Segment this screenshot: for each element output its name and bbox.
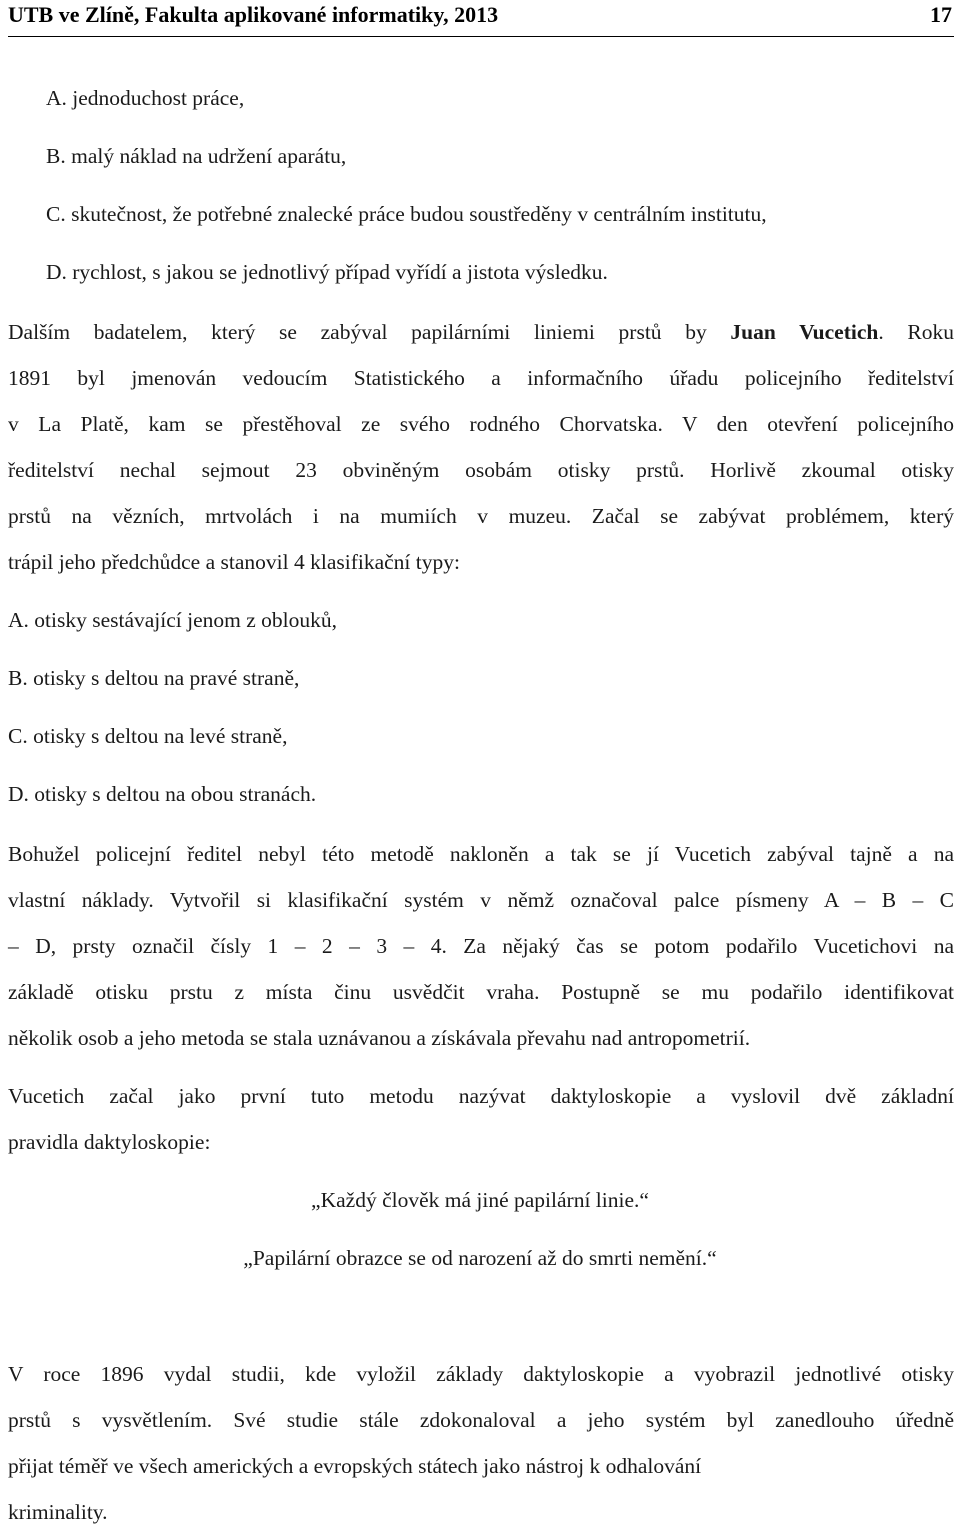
paragraph-line: V roce 1896 vydal studii, kde vyložil základy daktyloskopie a vyobrazil jednotlivé otisky (8, 1362, 954, 1386)
paragraph-line: pravidla daktyloskopie: (8, 1130, 211, 1154)
list-item: B. otisky s deltou na pravé straně, (8, 666, 300, 690)
quote-line: „Každý člověk má jiné papilární linie.“ (311, 1188, 649, 1212)
paragraph-text: Dalším badatelem, který se zabýval papilárními liniemi prstů by (8, 320, 731, 344)
paragraph-line: – D, prsty označil čísly 1 – 2 – 3 – 4. Za nějaký čas se potom podařilo Vucetichovi na (8, 934, 954, 958)
paragraph-line: vlastní náklady. Vytvořil si klasifikační systém v němž označoval palce písmeny A – B – C (8, 888, 954, 912)
list-item: B. malý náklad na udržení aparátu, (46, 144, 347, 168)
paragraph-line: několik osob a jeho metoda se stala uznávanou a získávala převahu nad antropometrií. (8, 1026, 751, 1050)
paragraph-line: trápil jeho předchůdce a stanovil 4 klasifikační typy: (8, 550, 460, 574)
paragraph-line: 1891 byl jmenován vedoucím Statistického a informačního úřadu policejního ředitelství (8, 366, 954, 390)
list-item: D. otisky s deltou na obou stranách. (8, 782, 317, 806)
paragraph-line: prstů s vysvětlením. Své studie stále zdokonaloval a jeho systém byl zanedlouho úředně (8, 1408, 954, 1432)
list-item: A. jednoduchost práce, (46, 86, 245, 110)
person-name: Juan Vucetich (730, 320, 879, 344)
list-item: C. otisky s deltou na levé straně, (8, 724, 288, 748)
paragraph-line: prstů na vězních, mrtvolách i na mumiích v muzeu. Začal se zabývat problémem, který (8, 504, 954, 528)
header-title: UTB ve Zlíně, Fakulta aplikované informatiky, 2013 (8, 2, 499, 27)
list-item: D. rychlost, s jakou se jednotlivý případ vyřídí a jistota výsledku. (46, 260, 608, 284)
paragraph-line: přijat téměř ve všech amerických a evropských státech jako nástroj k odhalování (8, 1454, 702, 1478)
page-header (8, 0, 954, 37)
list-item: A. otisky sestávající jenom z oblouků, (8, 608, 338, 632)
quote-line: „Papilární obrazce se od narození až do smrti nemění.“ (243, 1246, 717, 1270)
paragraph-line: v La Platě, kam se přestěhoval ze svého rodného Chorvatska. V den otevření policejního (8, 412, 954, 436)
paragraph-line: Vucetich začal jako první tuto metodu nazývat daktyloskopie a vyslovil dvě základní (8, 1084, 954, 1108)
paragraph-line: kriminality. (8, 1500, 108, 1524)
paragraph-line: ředitelství nechal sejmout 23 obviněným osobám otisky prstů. Horlivě zkoumal otisky (8, 458, 954, 482)
paragraph-line: Bohužel policejní ředitel nebyl této metodě nakloněn a tak se jí Vucetich zabýval tajně a na (8, 842, 954, 866)
paragraph-line: základě otisku prstu z místa činu usvědčit vraha. Postupně se mu podařilo identifikovat (8, 980, 954, 1004)
paragraph-text: . Roku (878, 320, 954, 344)
list-item: C. skutečnost, že potřebné znalecké práce budou soustředěny v centrálním institutu, (46, 202, 767, 226)
page-number: 17 (930, 2, 952, 27)
paragraph-line (8, 318, 954, 346)
